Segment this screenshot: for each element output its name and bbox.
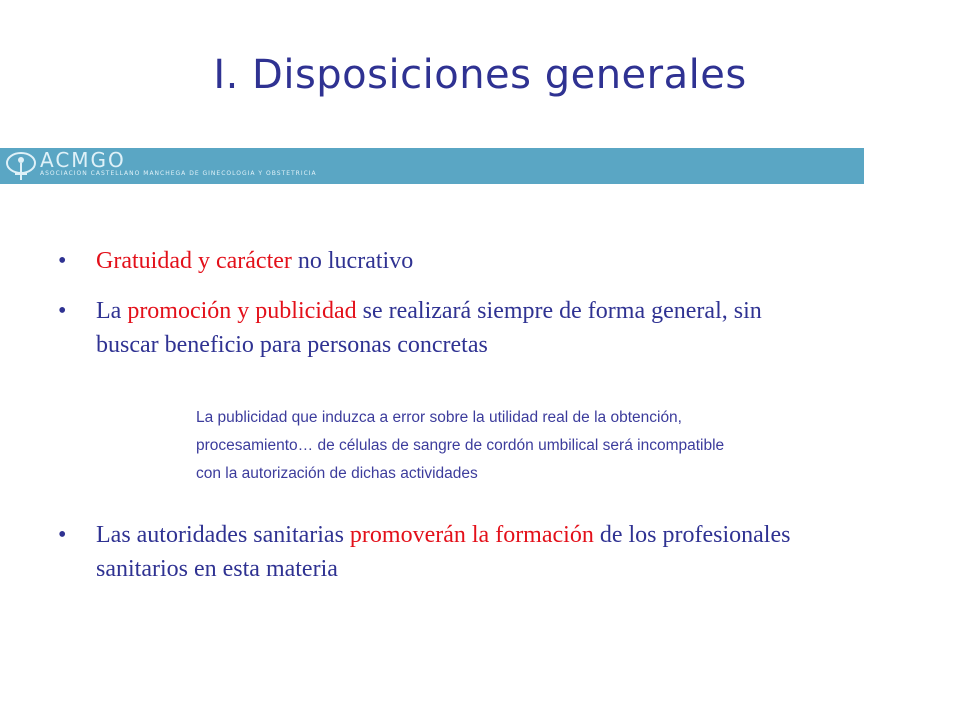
- bullet-text: se realizará siempre de forma general, sin buscar beneficio para personas concretas: [96, 298, 762, 358]
- bullet-dot: •: [58, 298, 67, 324]
- bullet-item: [58, 244, 413, 278]
- bullet-item: [58, 294, 818, 362]
- bullet-highlight: promoción y publicidad: [127, 298, 357, 324]
- bullet-item: [58, 518, 818, 586]
- bullet-text: no lucrativo: [291, 248, 414, 274]
- banner-subtitle: ASOCIACION CASTELLANO MANCHEGA DE GINECOLOGIA Y OBSTETRICIA: [40, 170, 317, 177]
- quote-line: La publicidad que induzca a error sobre la utilidad real de la obtención,: [196, 409, 682, 426]
- quote-line: con la autorización de dichas actividades: [196, 465, 478, 482]
- banner-brand: ACMGO: [40, 148, 126, 172]
- bullet-dot: •: [58, 522, 67, 548]
- bullet-highlight: Gratuidad y carácter: [96, 248, 292, 274]
- acmgo-logo-icon: [4, 150, 40, 187]
- acmgo-banner: [0, 148, 864, 184]
- slide-title: I. Disposiciones generales: [213, 52, 747, 98]
- bullet-text: Las autoridades sanitarias: [96, 522, 350, 548]
- bullet-dot: •: [58, 248, 67, 274]
- bullet-text: de los profesionales sanitarios en esta materia: [96, 522, 791, 582]
- quote-line: procesamiento… de células de sangre de cordón umbilical será incompatible: [196, 437, 725, 454]
- bullet-highlight: promoverán la formación: [349, 522, 594, 548]
- quoted-regulation: [196, 404, 756, 488]
- bullet-text: La: [96, 298, 128, 324]
